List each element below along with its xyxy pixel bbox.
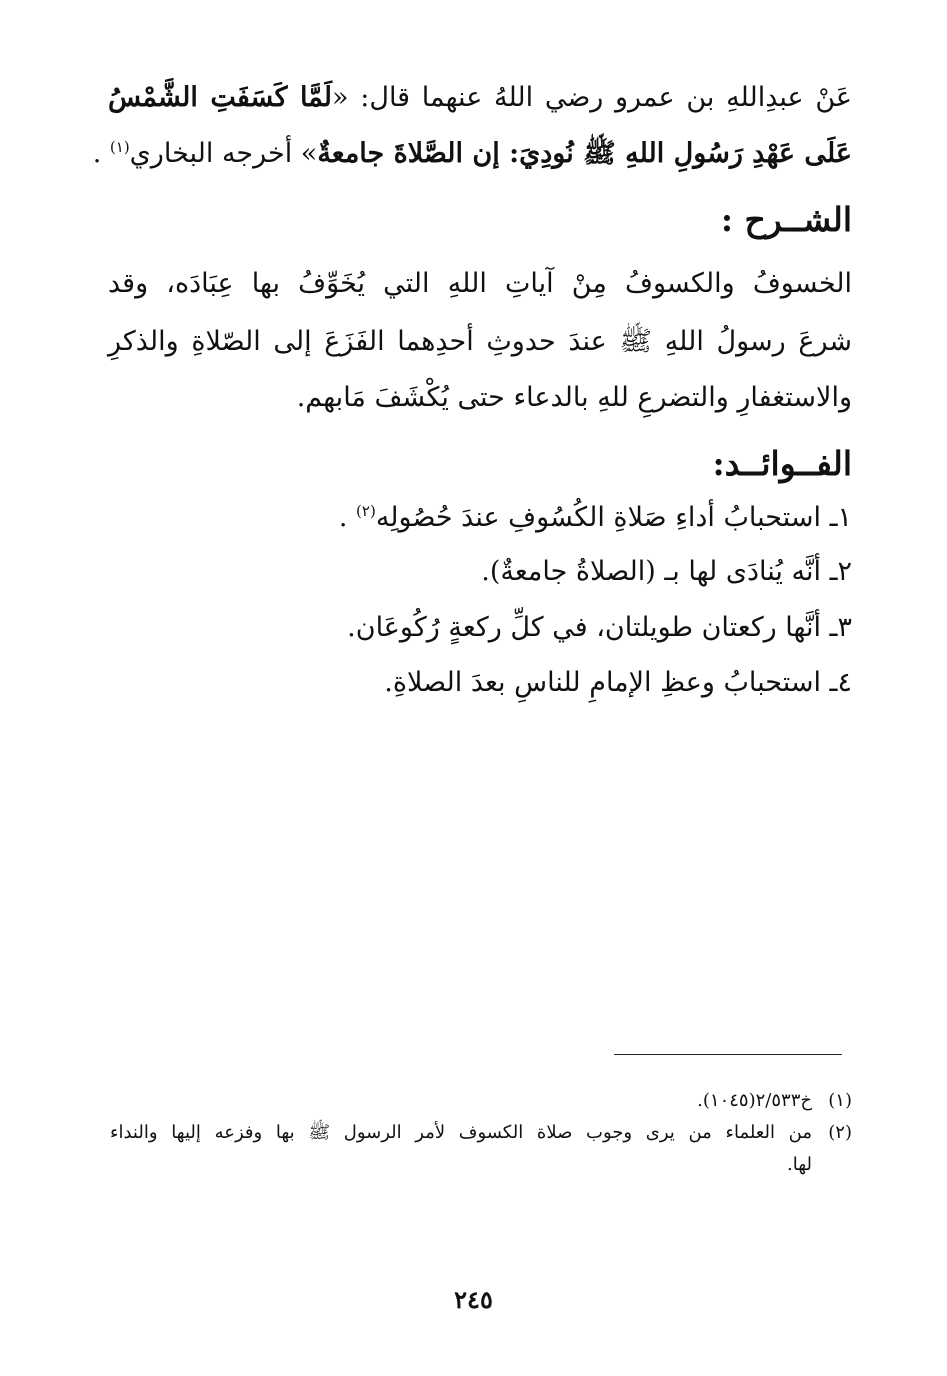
hadith-line-2 [92, 126, 852, 182]
fawaid-item-3: ٣ـ أنَّها ركعتان طويلتان، في كلِّ ركعةٍ رُكُوعَان. [347, 612, 852, 643]
fawaid-item-4: ٤ـ استحبابُ وعظِ الإمامِ للناسِ بعدَ الصلاةِ. [384, 667, 852, 698]
fawaid-item-1 [108, 490, 852, 546]
hadith-narrator: عَنْ عبدِاللهِ بن عمرو رضي اللهُ عنهما قال: « [332, 82, 852, 113]
fawaid-item-1-text: ١ـ استحبابُ أداءِ صَلاةِ الكُسُوفِ عندَ حُصُولِه [375, 502, 852, 533]
line-end: . [338, 502, 357, 533]
fawaid-item-2: ٢ـ أنَّه يُنادَى لها بـ (الصلاةُ جامعةٌ). [481, 556, 852, 587]
footnote-2-cont: لها. [787, 1154, 812, 1175]
footnote-ref-2: (٢) [356, 502, 376, 520]
sharh-line-3: والاستغفارِ والتضرعِ للهِ بالدعاء حتى يُكْشَفَ مَابهم. [296, 382, 852, 413]
line-end: . [92, 138, 110, 169]
sharh-heading: الشــرح : [720, 200, 852, 239]
sharh-line-2: شرعَ رسولُ اللهِ ﷺ عندَ حدوثِ أحدِهما الفَزَعَ إلى الصّلاةِ والذكرِ [108, 326, 852, 357]
hadith-source: » أخرجه البخاري [129, 138, 318, 169]
fawaid-heading: الفــوائــد: [712, 444, 852, 483]
hadith-text: لَمَّا كَسَفَتِ الشَّمْسُ [108, 82, 333, 113]
footnote-separator [614, 1054, 842, 1055]
footnote-ref-1: (١) [109, 138, 130, 156]
page-number: ٢٤٥ [454, 1285, 493, 1314]
hadith-line-1 [108, 70, 852, 126]
footnote-1-text: خ٢/٥٣٣(١٠٤٥). [697, 1090, 812, 1111]
footnote-1-number: (١) [828, 1090, 852, 1111]
footnote-2-text: من العلماء من يرى وجوب صلاة الكسوف لأمر الرسول ﷺ بها وفزعه إليها والنداء [110, 1122, 812, 1143]
footnote-2-number: (٢) [828, 1122, 852, 1143]
footnote-1 [110, 1086, 852, 1116]
hadith-text-cont: عَلَى عَهْدِ رَسُولِ اللهِ ﷺ نُودِيَ: إن الصَّلاةَ جامعةٌ [317, 138, 852, 169]
sharh-line-1: الخسوفُ والكسوفُ مِنْ آياتِ اللهِ التي يُخَوِّفُ بها عِبَادَه، وقد [108, 268, 852, 299]
footnote-2 [110, 1118, 852, 1148]
